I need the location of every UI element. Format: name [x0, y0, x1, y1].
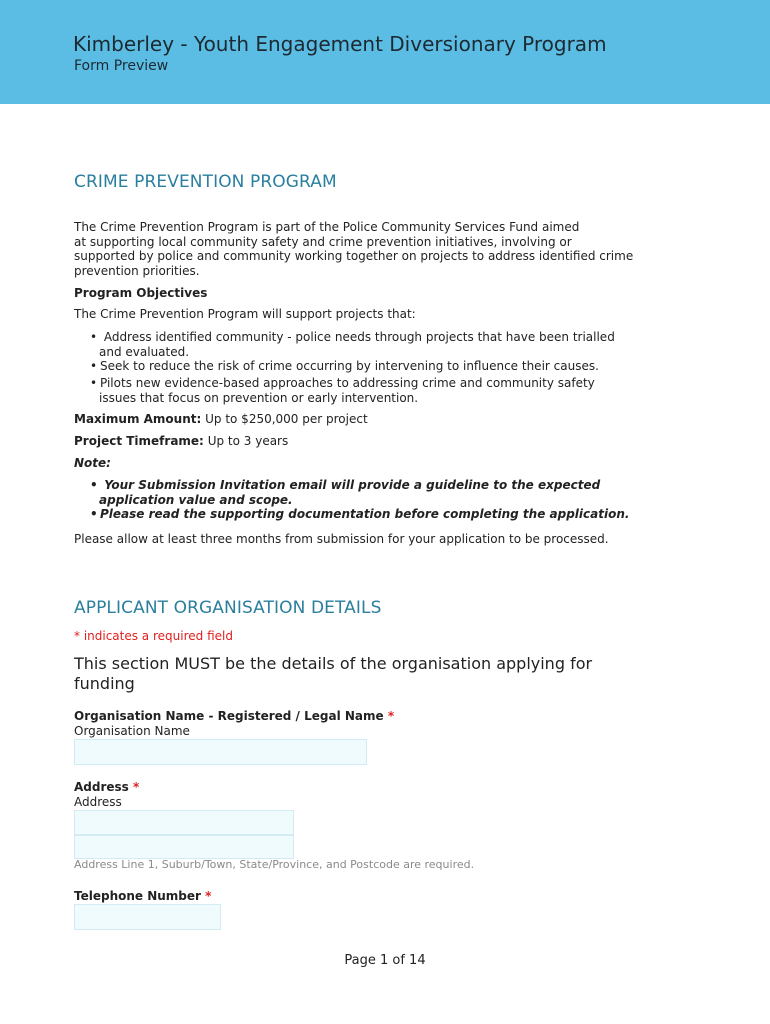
address-help-text: Address Line 1, Suburb/Town, State/Province, and Postcode are required.: [74, 858, 475, 871]
objective-item: • Seek to reduce the risk of crime occurring by intervening to influence their causes.: [90, 359, 599, 373]
required-field-note: * indicates a required field: [74, 629, 233, 643]
page-indicator: Page 1 of 14: [344, 953, 426, 968]
objectives-intro: The Crime Prevention Program will support projects that:: [74, 307, 416, 321]
phone-input[interactable]: [74, 904, 221, 930]
required-marker: *: [133, 780, 140, 794]
address-line2-input[interactable]: [74, 835, 294, 859]
maximum-amount: Maximum Amount: Up to $250,000 per project: [74, 412, 368, 426]
objective-item-continued: and evaluated.: [99, 344, 190, 359]
section-heading-applicant: APPLICANT ORGANISATION DETAILS: [74, 598, 382, 618]
address-line1-input[interactable]: [74, 810, 294, 835]
processing-note: Please allow at least three months from submission for your application to be processed.: [74, 532, 609, 546]
required-marker: *: [387, 709, 395, 723]
address-label: Address *: [74, 780, 140, 794]
required-marker: *: [205, 889, 212, 903]
bullet-icon: •: [90, 507, 98, 521]
note-item-continued: application value and scope.: [99, 492, 293, 507]
intro-line: at supporting local community safety and crime prevention initiatives, involving or: [74, 234, 572, 249]
org-name-sublabel: Organisation Name: [74, 724, 190, 738]
objective-item: • Address identified community - police needs through projects that have been trialled: [90, 330, 615, 344]
intro-line: prevention priorities.: [74, 263, 200, 278]
project-timeframe: Project Timeframe: Up to 3 years: [74, 434, 289, 448]
section-lead-line: This section MUST be the details of the organisation applying for: [74, 654, 593, 673]
org-name-label: Organisation Name - Registered / Legal Name *: [74, 709, 395, 723]
intro-line: supported by police and community working together on projects to address identified crime: [74, 249, 634, 263]
address-sublabel: Address: [74, 795, 122, 809]
note-item: • Your Submission Invitation email will provide a guideline to the expected: [90, 478, 601, 492]
bullet-icon: •: [90, 330, 98, 344]
form-title: Kimberley - Youth Engagement Diversionary Program: [73, 32, 607, 56]
section-lead-line: funding: [74, 673, 135, 693]
phone-label: Telephone Number *: [74, 889, 212, 903]
note-label: Note:: [74, 456, 111, 470]
objective-item-continued: issues that focus on prevention or early intervention.: [99, 390, 419, 405]
intro-line: The Crime Prevention Program is part of the Police Community Services Fund aimed: [74, 220, 580, 234]
form-subtitle: Form Preview: [74, 58, 169, 74]
bullet-icon: •: [90, 359, 98, 373]
org-name-input[interactable]: [74, 739, 367, 765]
bullet-icon: •: [90, 376, 98, 390]
objective-item: • Pilots new evidence-based approaches to addressing crime and community safety: [90, 376, 595, 390]
objectives-heading: Program Objectives: [74, 286, 208, 300]
form-header: [0, 0, 770, 104]
section-heading-crime-prevention: CRIME PREVENTION PROGRAM: [74, 172, 337, 192]
note-item: • Please read the supporting documentation before completing the application.: [90, 507, 630, 521]
bullet-icon: •: [90, 478, 98, 492]
